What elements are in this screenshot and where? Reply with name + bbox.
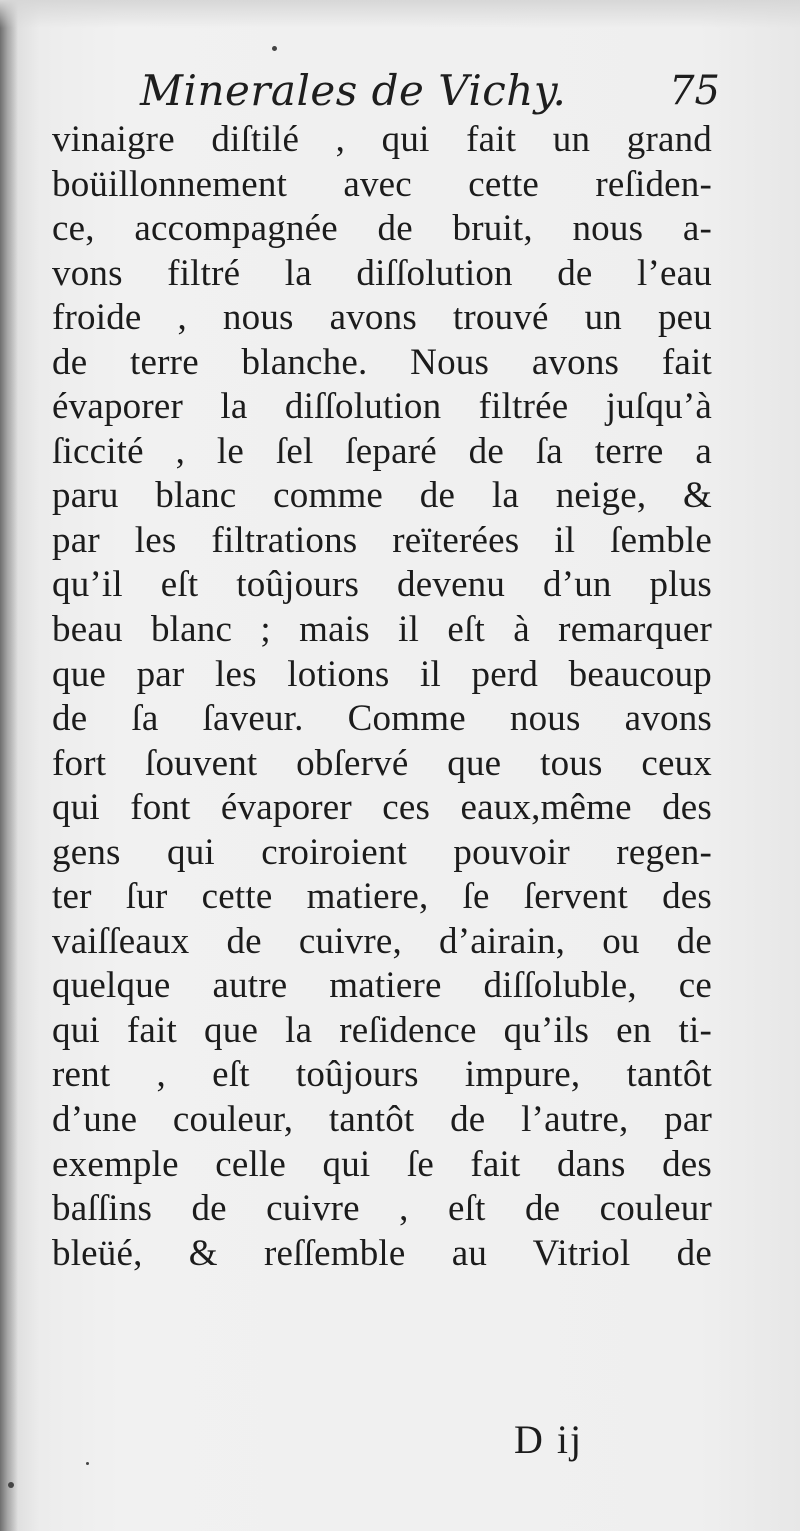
text-line: d’une couleur, tantôt de l’autre, par [52,1099,712,1141]
text-line: baſſins de cuivre , eſt de couleur [52,1188,712,1230]
text-line: ce, accompagnée de bruit, nous a- [52,208,712,250]
text-line: ſiccité , le ſel ſeparé de ſa terre a [52,430,712,472]
text-line: fort ſouvent obſervé que tous ceux [52,742,712,784]
text-line: bleüé, & reſſemble au Vitriol de [52,1232,712,1274]
text-line: gens qui croiroient pouvoir regen- [52,831,712,873]
body-text [52,118,712,1418]
ink-speck [272,46,277,51]
text-line: ter ſur cette matiere, ſe ſervent des [52,876,712,918]
page-number: 75 [669,68,720,114]
text-line: beau blanc ; mais il eſt à remarquer [52,609,712,651]
text-line: qui font évaporer ces eaux,même des [52,787,712,829]
text-line: vinaigre diſtilé , qui fait un grand [52,119,712,160]
text-line: rent , eſt toûjours impure, tantôt [52,1054,712,1096]
text-line: qui fait que la reſidence qu’ils en ti- [52,1009,712,1051]
text-line: de ſa ſaveur. Comme nous avons [52,698,712,740]
text-line: que par les lotions il perd beaucoup [52,653,712,695]
signature-mark: D ij [514,1417,584,1462]
text-line: vons filtré la diſſolution de l’eau [52,252,712,294]
running-title: Minerales de Vichy. [140,66,567,115]
page-top-edge [0,0,800,28]
text-line: exemple celle qui ſe fait dans des [52,1143,712,1185]
spine-shadow [0,0,18,1531]
text-line: par les filtrations reïterées il ſemble [52,519,712,561]
ink-speck [86,1462,89,1465]
text-line: évaporer la diſſolution filtrée juſqu’à [52,386,712,428]
ink-speck [8,1482,14,1488]
text-line: boüillonnement avec cette reſiden- [52,163,712,205]
running-head [140,66,720,126]
text-line: de terre blanche. Nous avons fait [52,341,712,383]
text-line: qu’il eſt toûjours devenu d’un plus [52,564,712,606]
text-line: quelque autre matiere diſſoluble, ce [52,965,712,1007]
text-line: vaiſſeaux de cuivre, d’airain, ou de [52,920,712,962]
text-line: paru blanc comme de la neige, & [52,475,712,517]
text-line: froide , nous avons trouvé un peu [52,297,712,339]
